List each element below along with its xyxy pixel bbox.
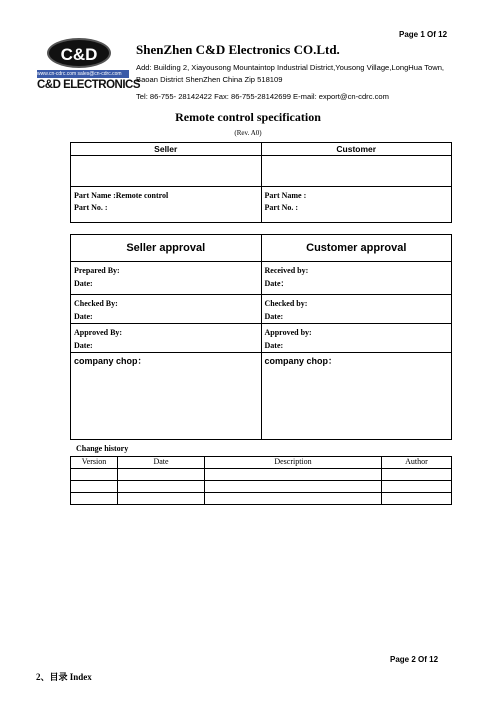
seller-checked-date: Date: xyxy=(74,312,93,321)
seller-approved-cell xyxy=(71,324,262,353)
description-header: Description xyxy=(205,457,382,469)
table-row xyxy=(71,481,452,493)
seller-approved-by: Approved By: xyxy=(74,328,123,337)
company-contact: Tel: 86-755- 28142422 Fax: 86-755-28142699 E-mail: export@cn-cdrc.com xyxy=(136,92,389,101)
seller-part-cell xyxy=(71,187,262,223)
parties-table xyxy=(70,142,452,223)
logo-mark: C&D xyxy=(47,38,111,68)
index-heading: 2、目录 Index xyxy=(36,672,92,682)
seller-prepared-date: Date: xyxy=(74,279,93,288)
date-header: Date xyxy=(118,457,205,469)
company-name: ShenZhen C&D Electronics CO.Ltd. xyxy=(136,42,340,57)
customer-approval-header: Customer approval xyxy=(261,235,452,262)
customer-blank-cell xyxy=(261,156,452,187)
customer-checked-date: Date: xyxy=(264,312,284,321)
seller-part-name: Part Name :Remote control xyxy=(74,191,169,200)
customer-checked-cell xyxy=(261,295,452,324)
seller-chop-cell xyxy=(71,353,262,440)
seller-checked-cell xyxy=(71,295,262,324)
approval-table xyxy=(70,234,452,440)
document-title: Remote control specification xyxy=(175,110,321,124)
table-row xyxy=(71,469,452,481)
company-address: Add: Building 2, Xiayousong Mountaintop Industrial District,Yousong Village,LongHua Town, Baoan District ShenZhen China Zip 518109 xyxy=(136,63,445,84)
customer-approved-by: Approved by: xyxy=(264,328,312,337)
customer-approved-date: Date: xyxy=(264,341,284,350)
logo-website-strip: www.cn-cdrc.com sales@cn-cdrc.com xyxy=(37,70,129,78)
company-logo xyxy=(37,38,141,104)
customer-part-name: Part Name : xyxy=(264,191,307,200)
seller-prepared-cell xyxy=(71,262,262,295)
table-row xyxy=(71,493,452,505)
change-history-table xyxy=(70,456,452,505)
customer-header: Customer xyxy=(261,143,452,156)
customer-received-date: Date： xyxy=(264,279,289,288)
seller-header: Seller xyxy=(71,143,262,156)
change-history-label: Change history xyxy=(76,444,129,453)
customer-approved-cell xyxy=(261,324,452,353)
customer-part-cell xyxy=(261,187,452,223)
seller-part-no: Part No. : xyxy=(74,203,108,212)
logo-wordmark: C&D ELECTRONICS xyxy=(37,79,141,91)
seller-approved-date: Date: xyxy=(74,341,93,350)
seller-company-chop: company chop： xyxy=(74,356,147,366)
seller-prepared-by: Prepared By: xyxy=(74,266,120,275)
version-header: Version xyxy=(71,457,118,469)
page-indicator: Page 1 Of 12 xyxy=(399,30,448,39)
footer-page-indicator: Page 2 Of 12 xyxy=(390,655,439,664)
customer-chop-cell xyxy=(261,353,452,440)
seller-blank-cell xyxy=(71,156,262,187)
seller-checked-by: Checked By: xyxy=(74,299,118,308)
seller-approval-header: Seller approval xyxy=(71,235,262,262)
author-header: Author xyxy=(382,457,452,469)
customer-checked-by: Checked by: xyxy=(264,299,308,308)
customer-company-chop: company chop： xyxy=(264,356,338,366)
customer-part-no: Part No. : xyxy=(264,203,299,212)
customer-received-by: Received by: xyxy=(264,266,309,275)
customer-received-cell xyxy=(261,262,452,295)
document-revision: (Rev. A0) xyxy=(234,129,262,137)
